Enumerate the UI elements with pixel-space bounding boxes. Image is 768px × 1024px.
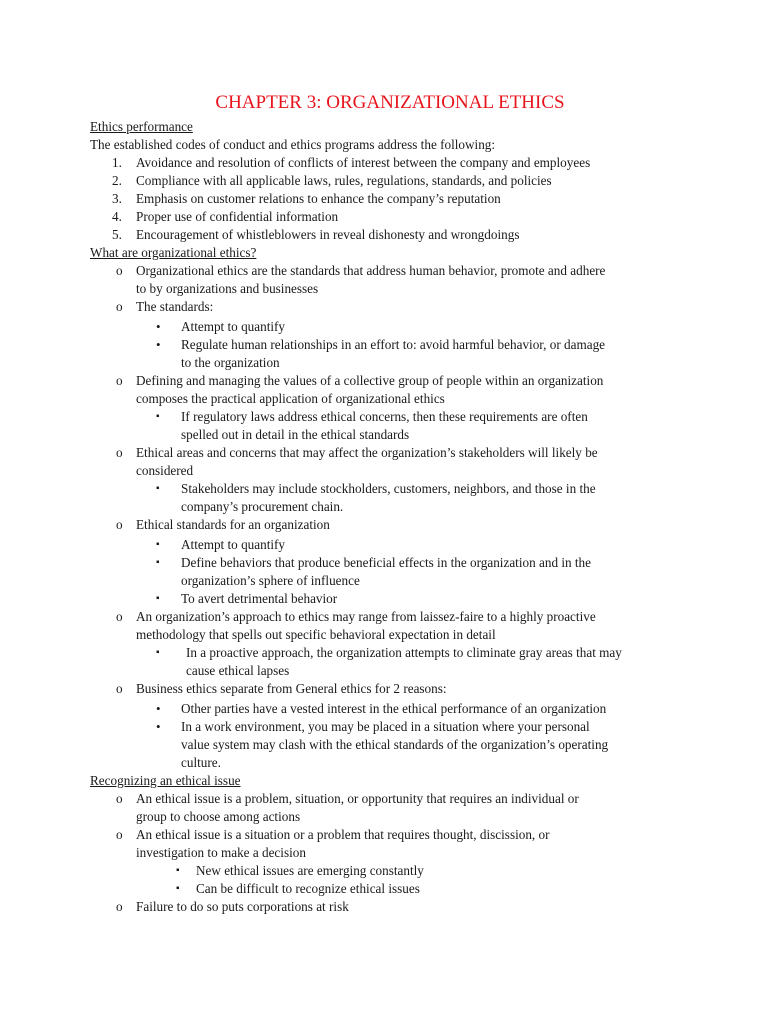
list-item: o An organization’s approach to ethics may range from laissez-faire to a highly proactive methodology that spells out specific behavioral expectation in detail: [116, 609, 596, 642]
document-page: [90, 90, 690, 916]
list-item: 3. Emphasis on customer relations to enhance the company’s reputation: [112, 191, 501, 206]
circle-bullet-icon: o: [116, 445, 123, 460]
circle-bullet-icon: o: [116, 791, 123, 806]
sub-list-item: ▪ Define behaviors that produce beneficial effects in the organization and in the organization’s sphere of influence: [156, 555, 591, 588]
section-heading-ethics-performance: Ethics performance: [90, 119, 193, 134]
list-item: o An ethical issue is a situation or a problem that requires thought, discission, or investigation to make a decision: [116, 827, 550, 860]
square-bullet-icon: ▪: [176, 883, 180, 894]
circle-bullet-icon: o: [116, 609, 123, 624]
sub-list-item: ▪ If regulatory laws address ethical concerns, then these requirements are often spelled out in detail in the ethical standards: [156, 409, 588, 442]
bullet-icon: •: [156, 719, 161, 734]
square-bullet-icon: ▪: [156, 593, 160, 604]
sub-list-item: ▪ New ethical issues are emerging constantly: [176, 863, 424, 878]
page-title: CHAPTER 3: ORGANIZATIONAL ETHICS: [215, 92, 565, 113]
section-heading-organizational-ethics: What are organizational ethics?: [90, 245, 257, 260]
bullet-icon: •: [156, 319, 161, 334]
list-item: 4. Proper use of confidential information: [112, 209, 339, 224]
sub-list-item: • Regulate human relationships in an effort to: avoid harmful behavior, or damage to the organization: [156, 337, 606, 370]
section-heading-recognizing-ethical-issue: Recognizing an ethical issue: [90, 773, 241, 788]
list-item: o Ethical areas and concerns that may affect the organization’s stakeholders will likely be considered: [116, 445, 598, 478]
circle-bullet-icon: o: [116, 263, 123, 278]
circle-bullet-icon: o: [116, 681, 123, 696]
sub-list-item: ▪ To avert detrimental behavior: [156, 591, 338, 606]
circle-bullet-icon: o: [116, 299, 123, 314]
list-item: 5. Encouragement of whistleblowers in reveal dishonesty and wrongdoings: [112, 227, 520, 242]
square-bullet-icon: ▪: [156, 539, 160, 550]
list-item: 2. Compliance with all applicable laws, rules, regulations, standards, and policies: [112, 173, 552, 188]
sub-list-item: ▪ In a proactive approach, the organization attempts to climinate gray areas that may cause ethical lapses: [156, 645, 622, 678]
circle-bullet-icon: o: [116, 899, 123, 914]
sub-list-item: ▪ Can be difficult to recognize ethical issues: [176, 881, 420, 896]
list-item: o Defining and managing the values of a collective group of people within an organization composes the practical application of organizational ethics: [116, 373, 604, 406]
circle-bullet-icon: o: [116, 373, 123, 388]
list-item: o Organizational ethics are the standards that address human behavior, promote and adhere to by organizations and businesses: [116, 263, 606, 296]
bullet-icon: •: [156, 337, 161, 352]
sub-list-item: • Attempt to quantify: [156, 319, 286, 334]
sub-list-item: • Other parties have a vested interest in the ethical performance of an organization: [156, 701, 607, 716]
list-item: o Failure to do so puts corporations at risk: [116, 899, 349, 914]
list-item: o An ethical issue is a problem, situation, or opportunity that requires an individual or group to choose among actions: [116, 791, 579, 824]
sub-list-item: • In a work environment, you may be placed in a situation where your personal value system may clash with the ethical standards of the organization’s operating culture.: [156, 719, 609, 770]
list-item: o Ethical standards for an organization: [116, 517, 330, 532]
bullet-icon: •: [156, 701, 161, 716]
list-item: o Business ethics separate from General ethics for 2 reasons:: [116, 681, 447, 696]
sub-list-item: ▪ Attempt to quantify: [156, 537, 286, 552]
numbered-list: [90, 154, 690, 244]
square-bullet-icon: ▪: [156, 647, 160, 658]
square-bullet-icon: ▪: [176, 865, 180, 876]
circle-bullet-icon: o: [116, 827, 123, 842]
section-intro: The established codes of conduct and ethics programs address the following:: [90, 137, 496, 152]
square-bullet-icon: ▪: [156, 411, 160, 422]
square-bullet-icon: ▪: [156, 557, 160, 568]
sub-list-item: ▪ Stakeholders may include stockholders, customers, neighbors, and those in the company’s procurement chain.: [156, 481, 596, 514]
list-item: 1. Avoidance and resolution of conflicts of interest between the company and employees: [112, 155, 591, 170]
list-item: o The standards:: [116, 299, 214, 314]
square-bullet-icon: ▪: [156, 483, 160, 494]
circle-bullet-icon: o: [116, 517, 123, 532]
